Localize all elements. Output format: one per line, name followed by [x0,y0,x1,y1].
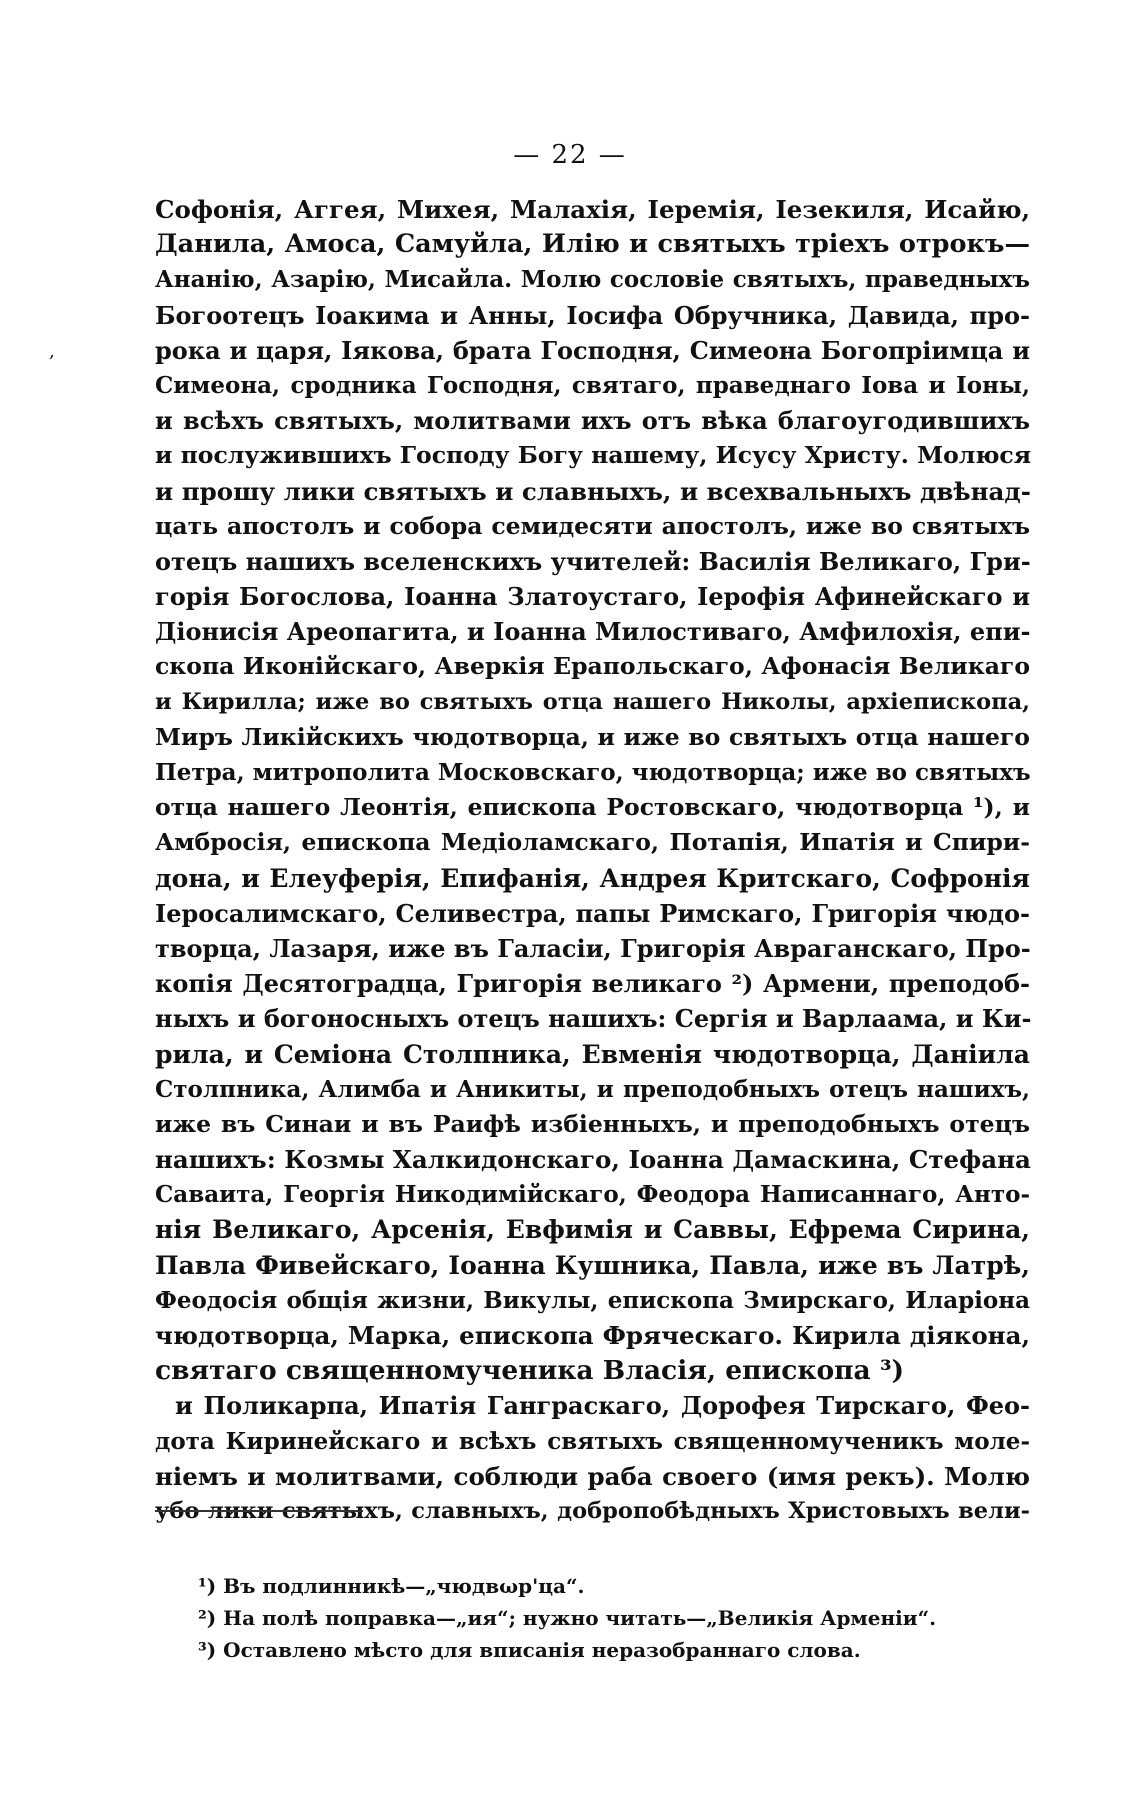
text-line: горія Богослова, Іоанна Златоустаго, Іерофія Афинейскаго и [155,582,1030,612]
text-line: и прошу лики святыхъ и славныхъ, и всехвальныхъ двѣнад- [155,476,1031,506]
text-line: Ананію, Азарію, Мисайла. Молю сословіе святыхъ, праведныхъ [155,266,1030,294]
text-line: Данила, Амоса, Самуйла, Илію и святыхъ тріехъ отрокъ— [155,229,1030,260]
text-line: Столпника, Алимба и Аникиты, и преподобныхъ отецъ нашихъ, [155,1075,1030,1103]
text-line: нія Великаго, Арсенія, Евфимія и Саввы, Ефрема Сирина, [155,1215,1030,1245]
text-line: цать апостолъ и собора семидесяти апостолъ, иже во святыхъ [155,511,1030,540]
text-line: и послужившихъ Господу Богу нашему, Исусу Христу. Молюся [155,441,1032,470]
text-line: Діонисія Ареопагита, и Іоанна Милостиваго, Амфилохія, епи- [155,617,1031,647]
margin-mark: ʼ [48,352,54,373]
text-line: и всѣхъ святыхъ, молитвами ихъ отъ вѣка благоугодившихъ [155,406,1030,436]
text-line: нашихъ: Козмы Халкидонскаго, Іоанна Дамаскина, Стефана [155,1145,1031,1175]
text-line: копія Десятоградца, Григорія великаго ²) Армени, преподоб- [155,969,1030,999]
footnote: ²) На полѣ поправка—„ия“; нужно читать—„Великія Арменіи“. [198,1606,937,1630]
body-text [155,192,1030,1529]
text-line: и Кирилла; иже во святыхъ отца нашего Николы, архіепископа, [155,688,1030,715]
footnote: ³) Оставлено мѣсто для вписанія неразобраннаго слова. [198,1638,861,1662]
text-line: ныхъ и богоносныхъ отецъ нашихъ: Сергія и Варлаама, и Ки- [155,1004,1032,1034]
text-line: скопа Иконійскаго, Аверкія Ерапольскаго, Афонасія Великаго [155,652,1030,681]
text-line: Симеона, сродника Господня, святаго, праведнаго Іова и Іоны, [155,371,1030,399]
page-number: — 22 — [513,140,627,170]
text-line: Богоотецъ Іоакима и Анны, Іосифа Обручника, Давида, про- [155,300,1030,330]
text-line: и Поликарпа, Ипатія Ганграскаго, Дорофея Тирскаго, Фео- [175,1391,1030,1421]
text-line: Саваита, Георгія Никодимійскаго, Феодора Написаннаго, Анто- [155,1181,1030,1209]
text-line: дона, и Елеуферія, Епифанія, Андрея Критскаго, Софронія [155,863,1030,893]
text-line: Феодосія общія жизни, Викулы, епископа Змирскаго, Иларіона [155,1286,1030,1314]
text-line: иже въ Синаи и въ Раифѣ избіенныхъ, и преподобныхъ отецъ [155,1109,1030,1138]
footnote-separator [155,1510,363,1512]
text-line: Петра, митрополита Московскаго, чюдотворца; иже во святыхъ [155,759,1031,786]
footnotes [198,1570,998,1666]
text-line: отца нашего Леонтія, епископа Ростовскаго, чюдотворца ¹), и [155,793,1030,822]
text-line: отецъ нашихъ вселенскихъ учителей: Василія Великаго, Гри- [155,546,1031,576]
text-line: святаго священномученика Власія, епископа ³) [155,1355,905,1387]
text-line: Павла Фивейскаго, Іоанна Кушника, Павла, иже въ Латрѣ, [155,1250,1030,1280]
text-line: рока и царя, Іякова, брата Господня, Симеона Богопріимца и [155,335,1030,365]
footnote: ¹) Въ подлинникѣ—„чюдвωр'ца“. [198,1574,585,1598]
text-line: Іеросалимскаго, Селивестра, папы Римскаго, Григорія чюдо- [155,898,1030,928]
text-line: чюдотворца, Марка, епископа Фряческаго. Кирила діякона, [155,1321,1030,1350]
text-line: Миръ Ликійскихъ чюдотворца, и иже во святыхъ отца нашего [155,722,1030,751]
text-line: Амбросія, епископа Медіоламскаго, Потапія, Ипатія и Спири- [155,828,1030,857]
text-line: убо лики святыхъ, славныхъ, добропобѣдныхъ Христовыхъ вели- [155,1497,1030,1524]
text-line: творца, Лазаря, иже въ Галасіи, Григорія Авраганскаго, Про- [155,933,1031,963]
text-line: ніемъ и молитвами, соблюди раба своего (имя рекъ). Молю [155,1461,1030,1491]
text-line: дота Киринейскаго и всѣхъ святыхъ священномученикъ моле- [155,1427,1030,1455]
text-line: Софонія, Аггея, Михея, Малахія, Іеремія, Іезекиля, Исайю, [155,195,1030,224]
text-line: рила, и Семіона Столпника, Евменія чюдотворца, Даніила [155,1039,1030,1069]
